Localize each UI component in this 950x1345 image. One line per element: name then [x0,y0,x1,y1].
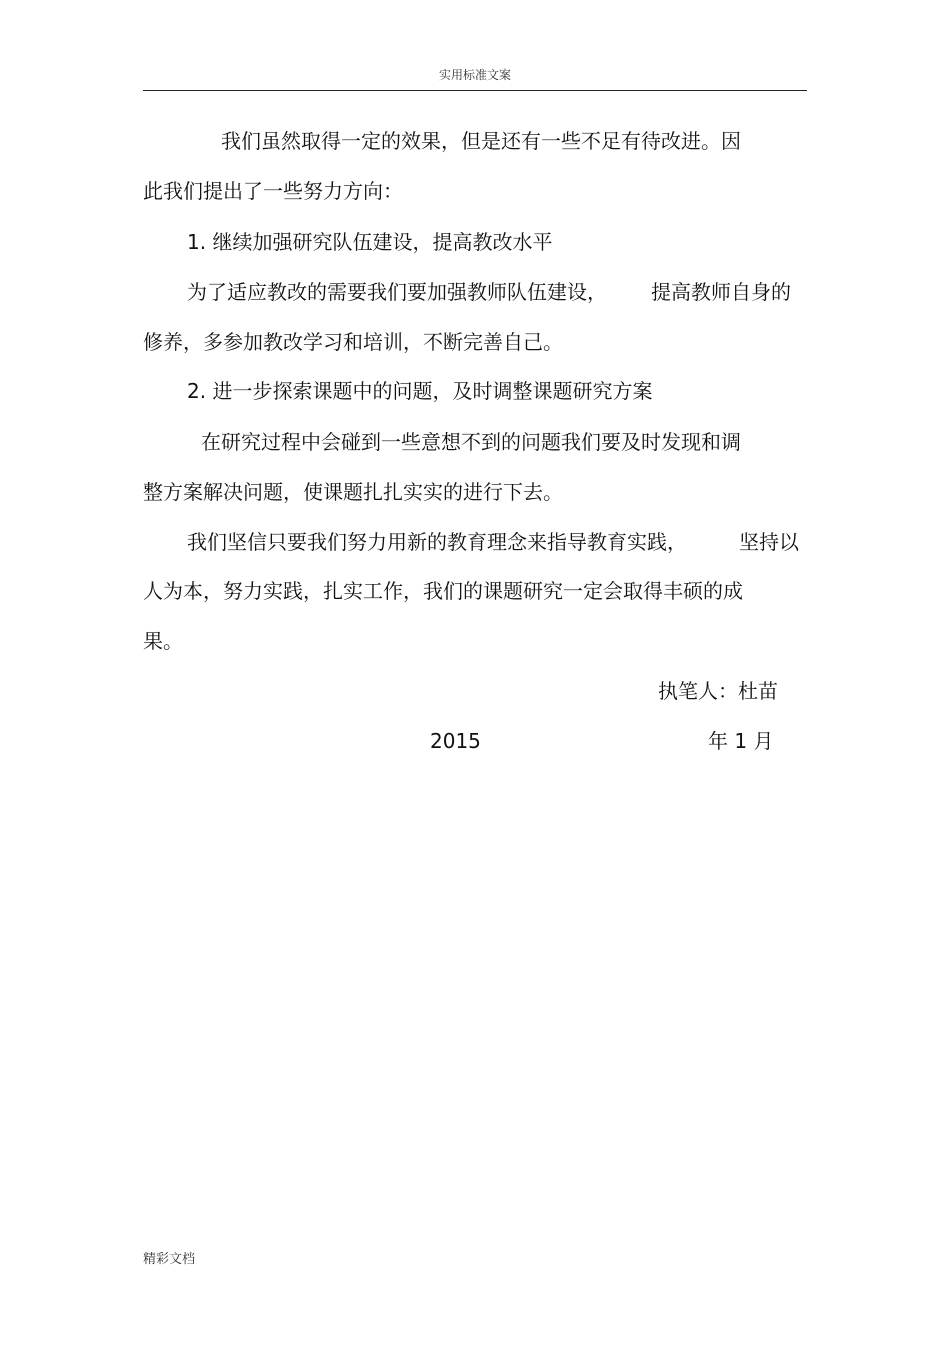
item-2-line-2: 整方案解决问题，使课题扎扎实实的进行下去。 [143,480,563,504]
paragraph-1-line-1: 我们虽然取得一定的效果，但是还有一些不足有待改进。因 [221,129,741,153]
header-divider [143,90,807,91]
closing-line-1a: 我们坚信只要我们努力用新的教育理念来指导教育实践， [187,530,687,554]
item-1-line-1a: 为了适应教改的需要我们要加强教师队伍建设， [187,280,607,304]
closing-line-1b: 坚持以 [739,530,799,554]
closing-line-3: 果。 [143,629,183,653]
item-1-line-1b: 提高教师自身的 [651,280,791,304]
item-2-heading: 2. 进一步探索课题中的问题，及时调整课题研究方案 [187,379,653,403]
page-header: 实用标准文案 [438,68,511,82]
item-1-heading: 1. 继续加强研究队伍建设，提高教改水平 [187,230,553,254]
paragraph-1-line-2: 此我们提出了一些努力方向： [143,179,403,203]
item-2-line-1: 在研究过程中会碰到一些意想不到的问题我们要及时发现和调 [201,430,741,454]
item-1-line-2: 修养，多参加教改学习和培训，不断完善自己。 [143,330,563,354]
signature-author: 执笔人：杜苗 [658,679,778,703]
closing-line-2: 人为本，努力实践，扎实工作，我们的课题研究一定会取得丰硕的成 [143,579,743,603]
page-footer: 精彩文档 [143,1252,196,1267]
signature-year: 2015 [430,729,481,753]
signature-month: 年 1 月 [708,729,774,753]
